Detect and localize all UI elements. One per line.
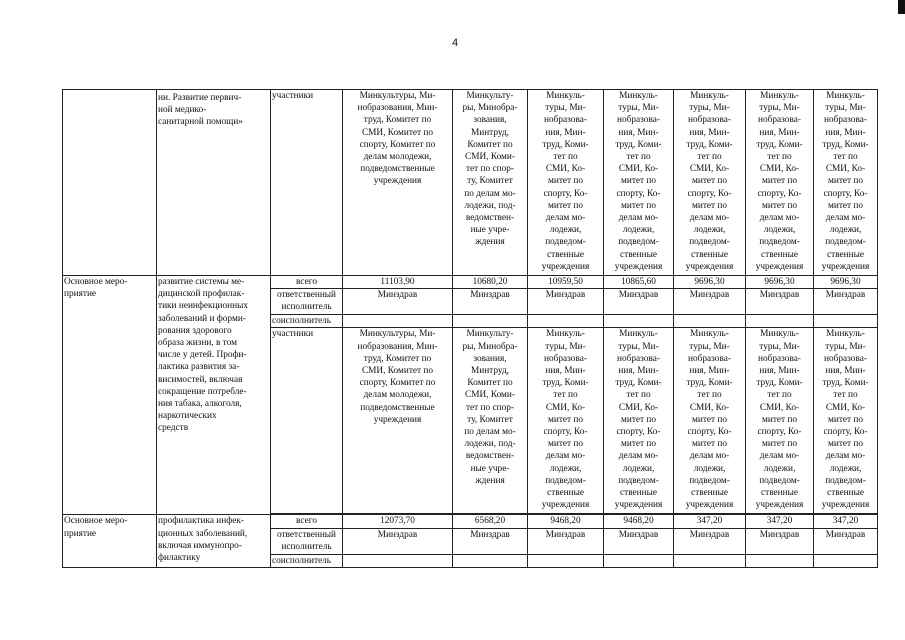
row-label-responsible: ответственный исполнитель [271, 528, 343, 554]
empty-cell [453, 554, 528, 567]
participants-cell: Минкультуры, Ми- нобразования, Мин- труд, Комитет по СМИ, Комитет по спорту, Комитет по делам молодежи, подведомственные учреждения [343, 90, 453, 276]
empty-cell [453, 315, 528, 328]
page-number: 4 [451, 37, 459, 49]
empty-cell [343, 554, 453, 567]
empty-cell [604, 315, 674, 328]
participants-cell: Минкуль- туры, Ми- нобразова- ния, Мин- труд, Коми- тет по СМИ, Ко- митет по спорту, Ко- митет по делам мо- лодежи, подведом- ственные учреждения [746, 328, 814, 514]
participants-cell: Минкуль- туры, Ми- нобразова- ния, Мин- труд, Коми- тет по СМИ, Ко- митет по спорту, Ко- митет по делам мо- лодежи, подведом- ственные учреждения [746, 90, 814, 276]
total-value: 9468,20 [528, 515, 604, 528]
table-row [63, 90, 878, 276]
responsible-value: Минздрав [814, 289, 878, 315]
responsible-value: Минздрав [343, 289, 453, 315]
responsible-value: Минздрав [453, 289, 528, 315]
total-value: 9696,30 [814, 276, 878, 289]
table-row [63, 276, 878, 289]
event-description [157, 90, 271, 276]
empty-cell [528, 315, 604, 328]
total-value: 347,20 [746, 515, 814, 528]
type-cell [63, 90, 157, 276]
empty-cell [746, 315, 814, 328]
responsible-value: Минздрав [528, 528, 604, 554]
participants-cell: Минкуль- туры, Ми- нобразова- ния, Мин- труд, Коми- тет по СМИ, Ко- митет по спорту, Ко- митет по делам мо- лодежи, подведом- ственные учреждения [604, 90, 674, 276]
description-text: ни. Развитие первич- ной медико- санитарной помощи» [158, 93, 243, 128]
total-value: 12073,70 [343, 515, 453, 528]
participants-cell: Минкульту- ры, Минобра- зования, Минтруд, Комитет по СМИ, Коми- тет по спор- ту, Комитет по делам мо- лодежи, под- ведомствен- ные учре- ждения [453, 328, 528, 514]
empty-cell [343, 315, 453, 328]
empty-cell [604, 554, 674, 567]
empty-cell [674, 554, 746, 567]
participants-cell: Минкуль- туры, Ми- нобразова- ния, Мин- труд, Коми- тет по СМИ, Ко- митет по спорту, Ко- митет по делам мо- лодежи, подведом- ственные учреждения [814, 328, 878, 514]
total-value: 347,20 [674, 515, 746, 528]
row-label-total: всего [271, 276, 343, 289]
row-label-total: всего [271, 515, 343, 528]
participants-cell: Минкуль- туры, Ми- нобразова- ния, Мин- труд, Коми- тет по СМИ, Ко- митет по спорту, Ко- митет по делам мо- лодежи, подведом- ственные учреждения [674, 90, 746, 276]
table-row [63, 515, 878, 528]
row-label-co-executor: соисполнитель [271, 315, 343, 328]
responsible-value: Минздрав [746, 289, 814, 315]
page-corner-mark [898, 0, 905, 14]
responsible-value: Минздрав [604, 289, 674, 315]
row-label-participants: участники [271, 90, 343, 276]
participants-cell: Минкуль- туры, Ми- нобразова- ния, Мин- труд, Коми- тет по СМИ, Ко- митет по спорту, Ко- митет по делам мо- лодежи, подведом- ственные учреждения [814, 90, 878, 276]
total-value: 10865,60 [604, 276, 674, 289]
total-value: 347,20 [814, 515, 878, 528]
row-label-participants: участники [271, 328, 343, 514]
event-description: профилактика инфек- ционных заболеваний, включая иммунопро- филактику [157, 515, 271, 567]
responsible-value: Минздрав [674, 528, 746, 554]
responsible-value: Минздрав [343, 528, 453, 554]
responsible-value: Минздрав [746, 528, 814, 554]
responsible-value: Минздрав [453, 528, 528, 554]
total-value: 10680,20 [453, 276, 528, 289]
participants-cell: Минкуль- туры, Ми- нобразова- ния, Мин- труд, Коми- тет по СМИ, Ко- митет по спорту, Ко- митет по делам мо- лодежи, подведом- ственные учреждения [674, 328, 746, 514]
participants-cell: Минкульту- ры, Минобра- зования, Минтруд, Комитет по СМИ, Коми- тет по спор- ту, Комитет по делам мо- лодежи, под- ведомствен- ные учре- ждения [453, 90, 528, 276]
event-type: Основное меро- приятие [63, 276, 157, 515]
empty-cell [528, 554, 604, 567]
total-value: 6568,20 [453, 515, 528, 528]
participants-cell: Минкуль- туры, Ми- нобразова- ния, Мин- труд, Коми- тет по СМИ, Ко- митет по спорту, Ко- митет по делам мо- лодежи, подведом- ственные учреждения [604, 328, 674, 514]
budget-table [62, 89, 878, 568]
empty-cell [814, 315, 878, 328]
total-value: 9468,20 [604, 515, 674, 528]
empty-cell [814, 554, 878, 567]
responsible-value: Минздрав [814, 528, 878, 554]
participants-cell: Минкуль- туры, Ми- нобразова- ния, Мин- труд, Коми- тет по СМИ, Ко- митет по спорту, Ко- митет по делам мо- лодежи, подведом- ственные учреждения [528, 90, 604, 276]
empty-cell [746, 554, 814, 567]
responsible-value: Минздрав [674, 289, 746, 315]
total-value: 11103,90 [343, 276, 453, 289]
row-label-co-executor: соисполнитель [271, 554, 343, 567]
event-description: развитие системы ме- дицинской профилак- тики неинфекционных заболеваний и форми- рования здорового образа жизни, в том числе у детей. Профи- лактика развития за- висимостей, включая сокращение потребле- ния табака, алкоголя, наркотических средств [157, 276, 271, 515]
row-label-responsible: ответственный исполнитель [271, 289, 343, 315]
responsible-value: Минздрав [528, 289, 604, 315]
responsible-value: Минздрав [604, 528, 674, 554]
total-value: 10959,50 [528, 276, 604, 289]
participants-cell: Минкультуры, Ми- нобразования, Мин- труд, Комитет по СМИ, Комитет по спорту, Комитет по делам молодежи, подведомственные учреждения [343, 328, 453, 514]
event-type: Основное меро- приятие [63, 515, 157, 567]
empty-cell [674, 315, 746, 328]
total-value: 9696,30 [674, 276, 746, 289]
total-value: 9696,30 [746, 276, 814, 289]
participants-cell: Минкуль- туры, Ми- нобразова- ния, Мин- труд, Коми- тет по СМИ, Ко- митет по спорту, Ко- митет по делам мо- лодежи, подведом- ственные учреждения [528, 328, 604, 514]
